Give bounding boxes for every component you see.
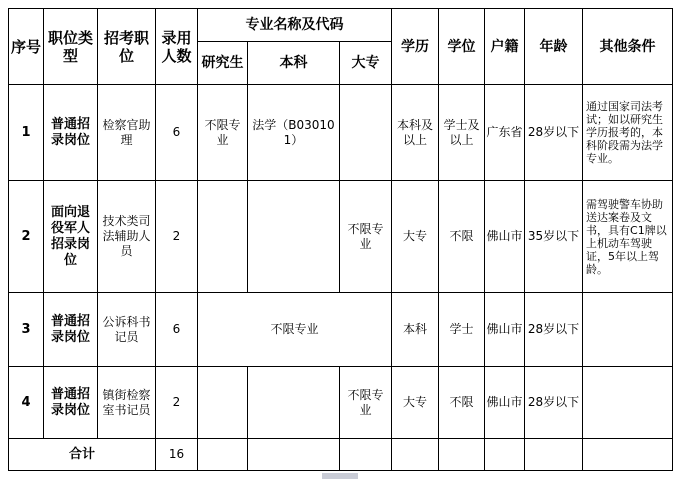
row-college: 不限专业 bbox=[340, 181, 392, 293]
header-recruit-position: 招考职位 bbox=[98, 9, 156, 85]
header-major-group: 专业名称及代码 bbox=[198, 9, 392, 42]
total-count: 16 bbox=[156, 439, 198, 471]
row-education: 本科 bbox=[392, 293, 439, 367]
row-age: 35岁以下 bbox=[525, 181, 583, 293]
row-education: 大专 bbox=[392, 181, 439, 293]
row-education: 本科及以上 bbox=[392, 85, 439, 181]
row-type: 普通招录岗位 bbox=[44, 293, 98, 367]
row-position: 镇街检察室书记员 bbox=[98, 367, 156, 439]
row-type: 普通招录岗位 bbox=[44, 85, 98, 181]
row-count: 2 bbox=[156, 181, 198, 293]
row-position: 公诉科书记员 bbox=[98, 293, 156, 367]
row-age: 28岁以下 bbox=[525, 85, 583, 181]
row-postgrad bbox=[198, 367, 248, 439]
header-degree: 学位 bbox=[439, 9, 485, 85]
header-college: 大专 bbox=[340, 42, 392, 85]
header-education: 学历 bbox=[392, 9, 439, 85]
row-degree: 不限 bbox=[439, 367, 485, 439]
row-age: 28岁以下 bbox=[525, 293, 583, 367]
recruitment-table bbox=[8, 8, 673, 471]
row-undergrad: 法学（B030101） bbox=[248, 85, 340, 181]
total-empty bbox=[439, 439, 485, 471]
row-other: 需驾驶警车协助送达案卷及文书，具有C1牌以上机动车驾驶证，5年以上驾龄。 bbox=[583, 181, 673, 293]
header-position-type: 职位类型 bbox=[44, 9, 98, 85]
row-hukou: 广东省 bbox=[485, 85, 525, 181]
row-college: 不限专业 bbox=[340, 367, 392, 439]
row-postgrad bbox=[198, 181, 248, 293]
row-age: 28岁以下 bbox=[525, 367, 583, 439]
row-position: 检察官助理 bbox=[98, 85, 156, 181]
row-count: 6 bbox=[156, 293, 198, 367]
header-other: 其他条件 bbox=[583, 9, 673, 85]
row-seq: 4 bbox=[9, 367, 44, 439]
row-hukou: 佛山市 bbox=[485, 367, 525, 439]
header-hire-count: 录用人数 bbox=[156, 9, 198, 85]
table-row bbox=[9, 367, 673, 439]
row-undergrad bbox=[248, 181, 340, 293]
total-empty bbox=[392, 439, 439, 471]
row-hukou: 佛山市 bbox=[485, 181, 525, 293]
row-other bbox=[583, 293, 673, 367]
row-count: 2 bbox=[156, 367, 198, 439]
row-seq: 1 bbox=[9, 85, 44, 181]
row-major-merged: 不限专业 bbox=[198, 293, 392, 367]
header-seq: 序号 bbox=[9, 9, 44, 85]
row-college bbox=[340, 85, 392, 181]
total-empty bbox=[340, 439, 392, 471]
total-row bbox=[9, 439, 673, 471]
row-type: 面向退役军人招录岗位 bbox=[44, 181, 98, 293]
row-hukou: 佛山市 bbox=[485, 293, 525, 367]
total-empty bbox=[248, 439, 340, 471]
table-row bbox=[9, 85, 673, 181]
row-degree: 学士及以上 bbox=[439, 85, 485, 181]
row-count: 6 bbox=[156, 85, 198, 181]
page-edge-marker bbox=[322, 473, 358, 479]
header-postgrad: 研究生 bbox=[198, 42, 248, 85]
total-empty bbox=[583, 439, 673, 471]
header-hukou: 户籍 bbox=[485, 9, 525, 85]
row-seq: 3 bbox=[9, 293, 44, 367]
header-age: 年龄 bbox=[525, 9, 583, 85]
total-empty bbox=[485, 439, 525, 471]
table-row bbox=[9, 181, 673, 293]
total-empty bbox=[525, 439, 583, 471]
row-seq: 2 bbox=[9, 181, 44, 293]
row-undergrad bbox=[248, 367, 340, 439]
header-row-1 bbox=[9, 9, 673, 42]
row-type: 普通招录岗位 bbox=[44, 367, 98, 439]
row-other: 通过国家司法考试；如以研究生学历报考的，本科阶段需为法学专业。 bbox=[583, 85, 673, 181]
row-other bbox=[583, 367, 673, 439]
row-postgrad: 不限专业 bbox=[198, 85, 248, 181]
total-label: 合计 bbox=[9, 439, 156, 471]
row-degree: 学士 bbox=[439, 293, 485, 367]
row-degree: 不限 bbox=[439, 181, 485, 293]
total-empty bbox=[198, 439, 248, 471]
row-education: 大专 bbox=[392, 367, 439, 439]
header-undergrad: 本科 bbox=[248, 42, 340, 85]
row-position: 技术类司法辅助人员 bbox=[98, 181, 156, 293]
table-row bbox=[9, 293, 673, 367]
